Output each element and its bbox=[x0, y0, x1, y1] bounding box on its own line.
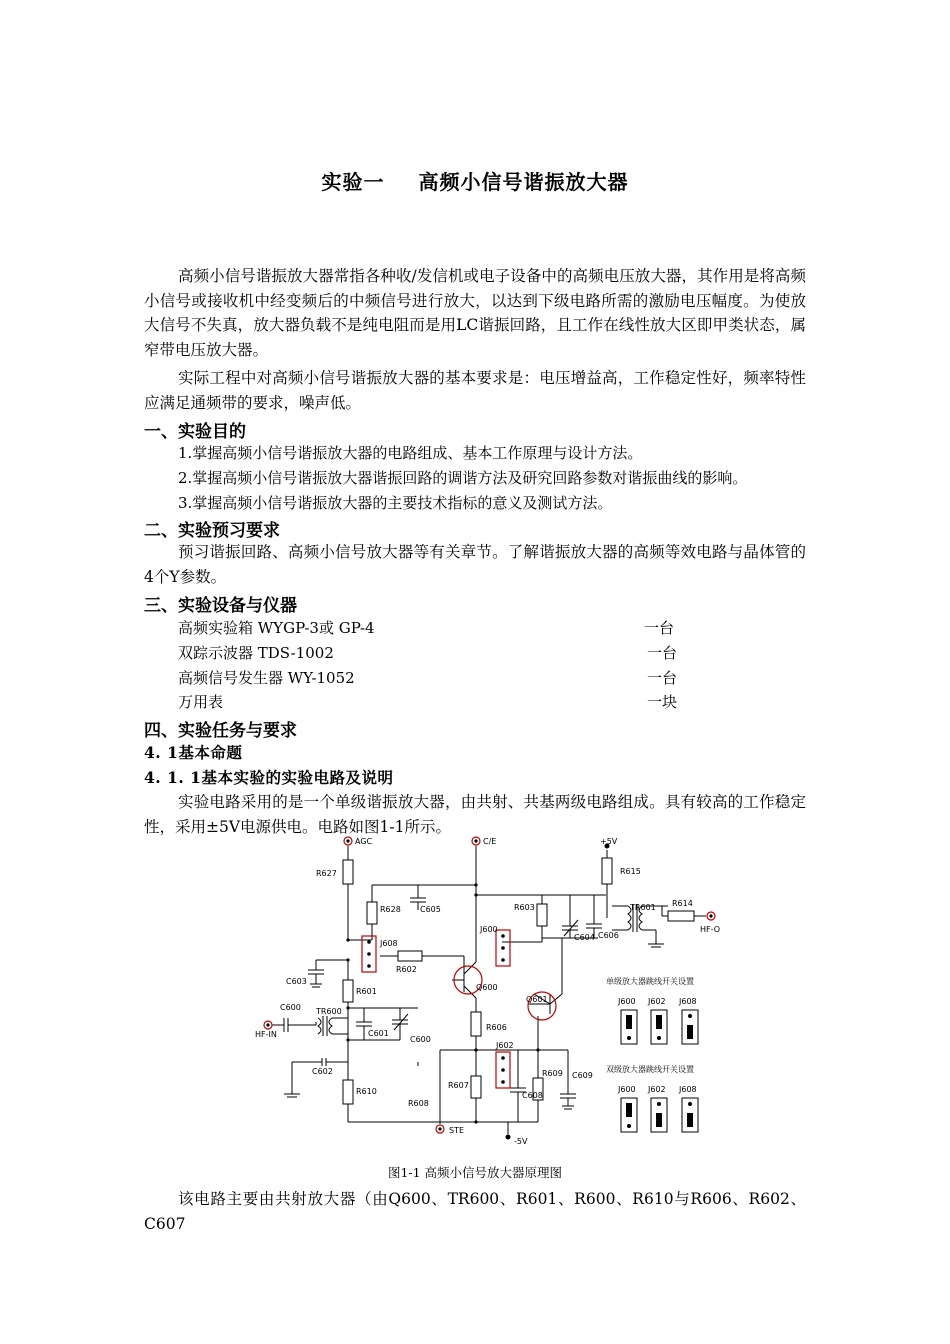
objective-item: 2.掌握高频小信号谐振放大器谐振回路的调谐方法及研究回路参数对谐振曲线的影响。 bbox=[178, 469, 748, 487]
equipment-name: 高频实验箱 WYGP-3或 GP-4 bbox=[178, 619, 375, 637]
section-heading-preview: 二、实验预习要求 bbox=[144, 521, 280, 541]
objective-item: 3.掌握高频小信号谐振放大器的主要技术指标的意义及测试方法。 bbox=[178, 494, 613, 512]
title-experiment-name: 高频小信号谐振放大器 bbox=[418, 170, 629, 194]
subsection-heading: 4. 1基本命题 bbox=[144, 743, 243, 762]
label-r608: R608 bbox=[408, 1099, 429, 1108]
double-stage-jumper-title: 双级放大器跳线开关设置 bbox=[606, 1065, 694, 1074]
label-r606: R606 bbox=[486, 1023, 507, 1032]
double-j608-label: J608 bbox=[679, 1085, 697, 1094]
label-r614: R614 bbox=[672, 899, 693, 908]
label-r602: R602 bbox=[396, 965, 417, 974]
label-plus5v: +5V bbox=[600, 837, 618, 846]
label-c603: C603 bbox=[286, 977, 307, 986]
circuit-schematic bbox=[250, 832, 730, 1150]
label-j602: J602 bbox=[496, 1041, 514, 1050]
label-c600-input: C600 bbox=[280, 1003, 301, 1012]
label-r601: R601 bbox=[356, 987, 377, 996]
label-c602: C602 bbox=[312, 1067, 333, 1076]
label-agc: AGC bbox=[355, 837, 373, 846]
figure-caption: 图1-1 高频小信号放大器原理图 bbox=[387, 1165, 563, 1180]
schematic-svg bbox=[250, 832, 730, 1150]
page-title bbox=[0, 166, 950, 195]
label-r628: R628 bbox=[380, 905, 401, 914]
label-c606: C606 bbox=[598, 931, 619, 940]
label-r607: R607 bbox=[448, 1081, 469, 1090]
single-j600-label: J600 bbox=[618, 997, 636, 1006]
objective-item: 1.掌握高频小信号谐振放大器的电路组成、基本工作原理与设计方法。 bbox=[178, 444, 643, 462]
equipment-qty: 一台 bbox=[647, 644, 678, 662]
equipment-name: 高频信号发生器 WY-1052 bbox=[178, 669, 355, 687]
circuit-description-paragraph: 实验电路采用的是一个单级谐振放大器，由共射、共基两级电路组成。具有较高的工作稳定性，采用±5V电源供电。电路如图1-1所示。 bbox=[144, 793, 806, 836]
preview-paragraph: 预习谐振回路、高频小信号放大器等有关章节。了解谐振放大器的高频等效电路与晶体管的4个Y参数。 bbox=[144, 543, 806, 586]
label-q601: Q601 bbox=[526, 995, 548, 1004]
label-hf-o: HF-O bbox=[700, 925, 721, 934]
intro-paragraph-2: 实际工程中对高频小信号谐振放大器的基本要求是：电压增益高，工作稳定性好，频率特性应满足通频带的要求，噪声低。 bbox=[144, 369, 806, 412]
equipment-qty: 一台 bbox=[644, 619, 675, 637]
closing-paragraph: 该电路主要由共射放大器（由Q600、TR600、R601、R600、R610与R606、R602、C607 bbox=[144, 1190, 806, 1233]
single-stage-jumper-title: 单级放大器跳线开关设置 bbox=[606, 977, 694, 986]
label-ste: STE bbox=[449, 1126, 465, 1135]
subsection-heading: 4. 1. 1基本实验的实验电路及说明 bbox=[144, 768, 394, 787]
label-c608: C608 bbox=[522, 1091, 543, 1100]
title-experiment-number: 实验一 bbox=[321, 170, 385, 194]
label-c605: C605 bbox=[420, 905, 441, 914]
label-j600: J600 bbox=[480, 925, 498, 934]
label-c604: C604 bbox=[574, 933, 595, 942]
section-heading-tasks: 四、实验任务与要求 bbox=[144, 721, 297, 741]
label-tr600: TR600 bbox=[316, 1007, 342, 1016]
label-c600-tuning: C600 bbox=[410, 1035, 431, 1044]
equipment-name: 万用表 bbox=[178, 693, 224, 711]
single-j602-label: J602 bbox=[648, 997, 666, 1006]
label-r603: R603 bbox=[514, 903, 535, 912]
label-j608: J608 bbox=[380, 939, 398, 948]
section-heading-equipment: 三、实验设备与仪器 bbox=[144, 596, 297, 616]
single-j608-label: J608 bbox=[679, 997, 697, 1006]
label-r615: R615 bbox=[620, 867, 641, 876]
label-r610: R610 bbox=[356, 1087, 377, 1096]
intro-paragraph-1: 高频小信号谐振放大器常指各种收/发信机或电子设备中的高频电压放大器，其作用是将高频小信号或接收机中经变频后的中频信号进行放大，以达到下级电路所需的激励电压幅度。为使放大信号不失真，放大器负载不是纯电阻而是用LC谐振回路，且工作在线性放大区即甲类状态，属窄带电压放大器。 bbox=[144, 267, 806, 359]
equipment-name: 双踪示波器 TDS-1002 bbox=[178, 644, 334, 662]
label-ce: C/E bbox=[483, 837, 497, 846]
section-heading-objectives: 一、实验目的 bbox=[144, 422, 246, 442]
double-j600-label: J600 bbox=[618, 1085, 636, 1094]
label-hf-in: HF-IN bbox=[255, 1030, 277, 1039]
label-tr601: TR601 bbox=[630, 903, 656, 912]
equipment-qty: 一块 bbox=[647, 693, 678, 711]
label-c601: C601 bbox=[368, 1029, 389, 1038]
equipment-qty: 一台 bbox=[647, 669, 678, 687]
label-c609: C609 bbox=[572, 1071, 593, 1080]
label-r609: R609 bbox=[542, 1069, 563, 1078]
label-minus5v: -5V bbox=[514, 1137, 528, 1146]
label-r627: R627 bbox=[316, 869, 337, 878]
double-j602-label: J602 bbox=[648, 1085, 666, 1094]
label-q600: Q600 bbox=[476, 983, 498, 992]
